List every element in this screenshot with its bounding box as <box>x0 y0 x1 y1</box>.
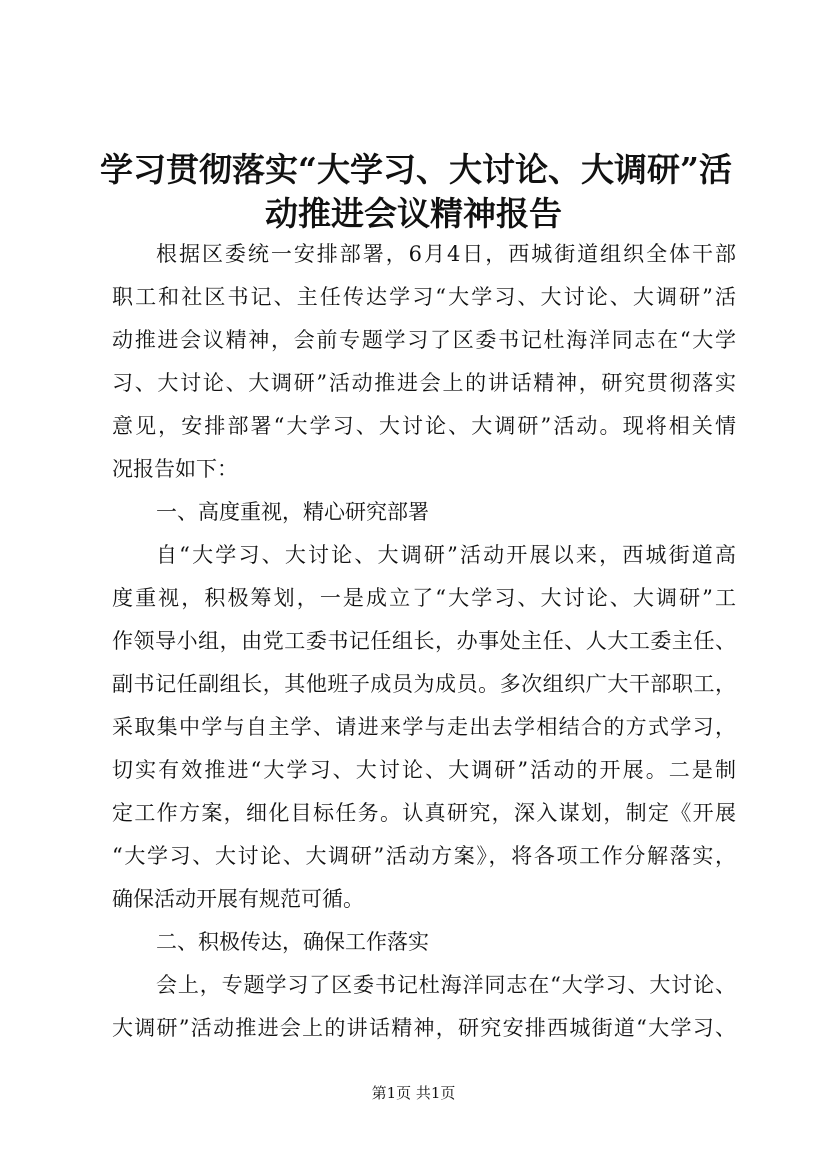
page-number-footer: 第1页 共1页 <box>371 1084 456 1102</box>
paragraph-line: 切实有效推进“大学习、大讨论、大调研”活动的开展。二是制 <box>112 758 736 782</box>
paragraph-line: 职工和社区书记、主任传达学习“大学习、大讨论、大调研”活 <box>112 285 736 309</box>
paragraph-line: “大学习、大讨论、大调研”活动方案》，将各项工作分解落实， <box>112 844 736 868</box>
paragraph-line: 动推进会议精神，会前专题学习了区委书记杜海洋同志在“大学 <box>112 328 736 352</box>
paragraph-line: 根据区委统一安排部署，6月4日，西城街道组织全体干部 <box>156 242 736 266</box>
document-title-line-1: 学习贯彻落实“大学习、大讨论、大调研”活 <box>100 150 732 189</box>
paragraph-line: 况报告如下： <box>112 457 238 481</box>
section-heading: 一、高度重视，精心研究部署 <box>156 500 429 524</box>
paragraph-line: 自“大学习、大讨论、大调研”活动开展以来，西城街道高 <box>156 543 736 567</box>
paragraph-line: 意见，安排部署“大学习、大讨论、大调研”活动。现将相关情 <box>112 414 736 438</box>
paragraph-line: 习、大讨论、大调研”活动推进会上的讲话精神，研究贯彻落实 <box>112 371 736 395</box>
paragraph-line: 作领导小组，由党工委书记任组长，办事处主任、人大工委主任、 <box>112 629 736 653</box>
paragraph-line: 定工作方案，细化目标任务。认真研究，深入谋划，制定《开展 <box>112 801 736 825</box>
paragraph-line: 采取集中学与自主学、请进来学与走出去学相结合的方式学习， <box>112 715 736 739</box>
section-heading: 二、积极传达，确保工作落实 <box>156 930 429 954</box>
document-title-line-2: 动推进会议精神报告 <box>265 194 562 233</box>
paragraph-line: 副书记任副组长，其他班子成员为成员。多次组织广大干部职工， <box>112 672 736 696</box>
paragraph-line: 大调研”活动推进会上的讲话精神，研究安排西城街道“大学习、 <box>112 1016 736 1040</box>
paragraph-line: 度重视，积极筹划，一是成立了“大学习、大讨论、大调研”工 <box>112 586 736 610</box>
paragraph-line: 确保活动开展有规范可循。 <box>112 887 364 911</box>
paragraph-line: 会上，专题学习了区委书记杜海洋同志在“大学习、大讨论、 <box>156 973 736 997</box>
